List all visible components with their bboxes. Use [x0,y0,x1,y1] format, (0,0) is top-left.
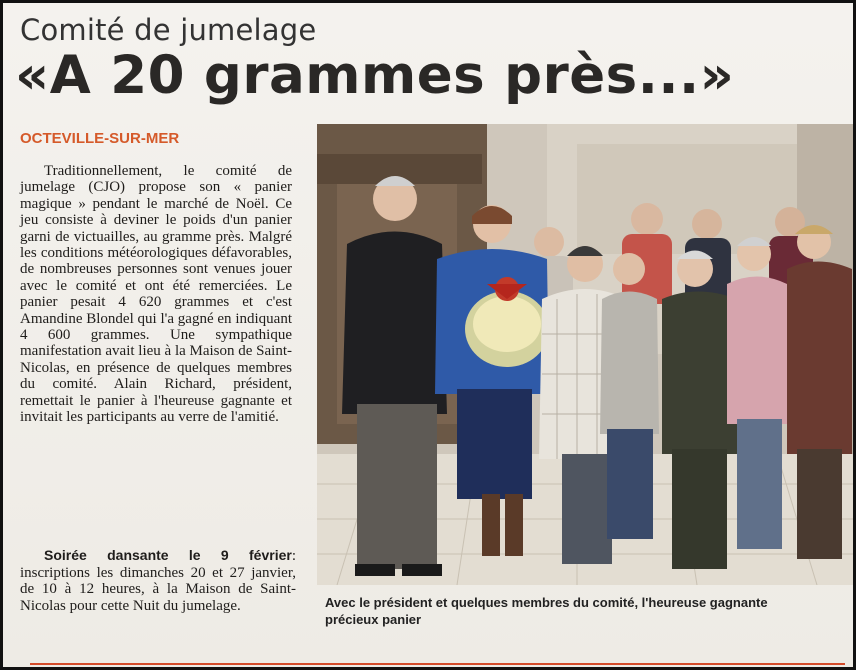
bottom-rule [30,663,845,665]
event-note-paragraph [20,547,296,614]
article-headline: «A 20 grammes près...» [15,45,735,106]
event-note [20,547,296,614]
article-body [20,163,292,426]
article-paragraph: Traditionnellement, le comité de jumelage (CJO) propose son « panier magique » pendant le marché de Noël. Ce jeu consiste à deviner le poids d'un panier garni de victuailles, au gramme près. Malgré les conditions météorologiques défavorables, de nombreuses personnes sont venues jouer avec le comité et ont été remerciées. Le panier pesait 4 620 grammes et c'est Amandine Blondel qui l'a gagné en indiquant 4 600 grammes. Une sympathique manifestation avait lieu à la Maison de Saint-Nicolas, en présence de quelques membres du comité. Alain Richard, président, remettait le panier à l'heureuse gagnante et invitait les participants au verre de l'amitié. [20,163,293,426]
event-details: : inscriptions les dimanches 20 et 27 janvier, de 10 à 12 heures, à la Maison de Saint-Nicolas pour cette Nuit du jumelage. [20,548,296,614]
group-photo [317,124,855,585]
photo-caption [325,594,853,628]
group-photo-illustration [317,124,855,585]
caption-line: Avec le président et quelques membres du comité, l'heureuse gagnante [325,595,768,610]
location-label: OCTEVILLE-SUR-MER [20,130,180,147]
section-kicker: Comité de jumelage [20,13,317,47]
event-subhead: Soirée dansante le 9 février [44,547,292,563]
caption-line: précieux panier [325,612,422,627]
